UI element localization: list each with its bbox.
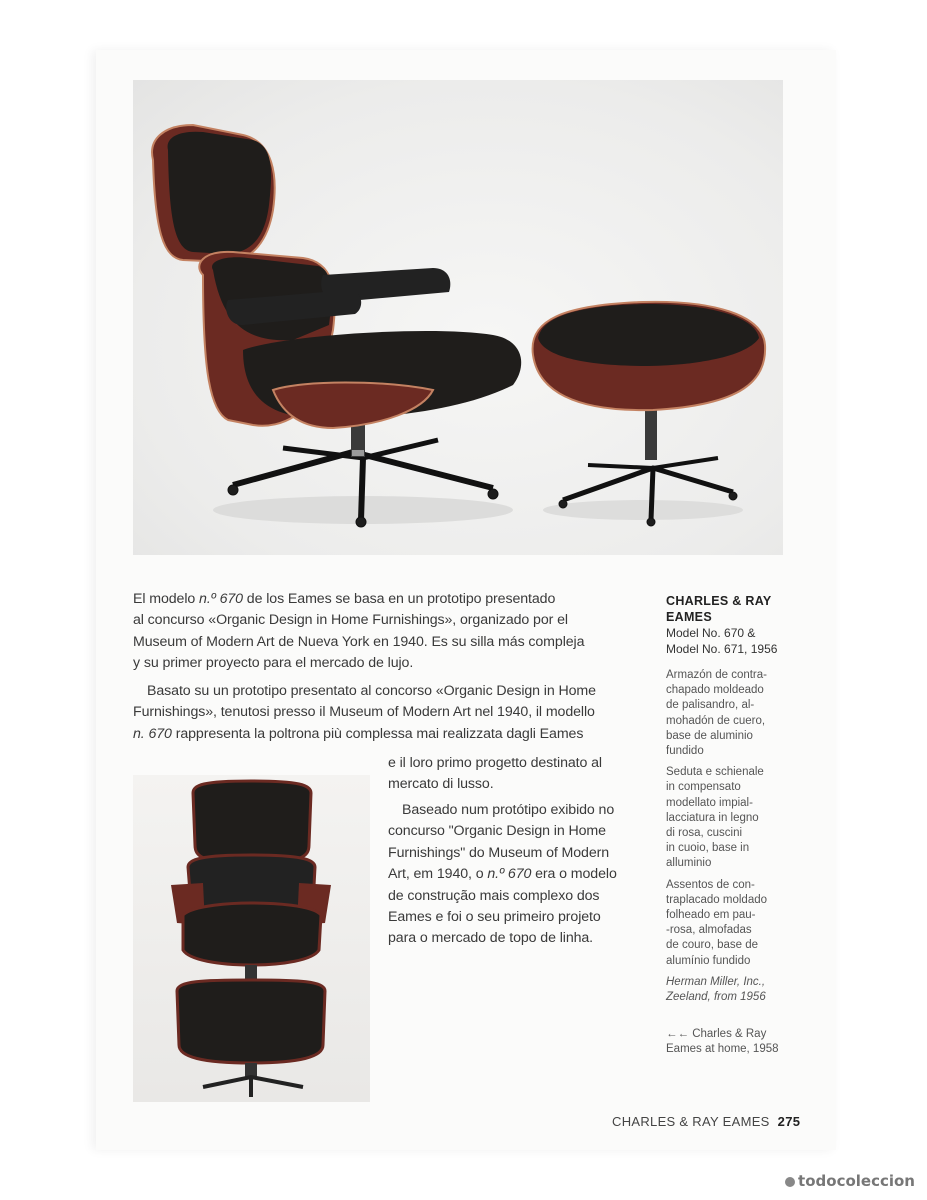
page-footer xyxy=(612,1114,800,1129)
text-line: al concurso «Organic Design in Home Furnishings», organizado por el xyxy=(133,612,568,629)
text-line: Assentos de con- xyxy=(666,878,755,891)
text-run: rappresenta la poltrona più complessa mai realizzata dagli Eames xyxy=(171,725,584,742)
sidebar-caption xyxy=(666,593,791,1058)
designer-name xyxy=(666,593,791,625)
page-number: 275 xyxy=(777,1114,801,1129)
text-line: de construção mais complexo dos xyxy=(388,887,600,904)
watermark xyxy=(785,1172,915,1190)
text-line: lacciatura in legno xyxy=(666,811,759,824)
paragraph-italian xyxy=(133,681,653,745)
text-line: Seduta e schienale xyxy=(666,766,764,779)
paragraph-spanish xyxy=(133,589,633,675)
text-line: e il loro primo progetto destinato al xyxy=(388,755,602,771)
text-line: alluminio xyxy=(666,857,712,870)
running-head: CHARLES & RAY EAMES xyxy=(612,1114,770,1129)
text-line xyxy=(133,589,633,610)
lounge-chair-illustration xyxy=(133,80,783,555)
model-number-italic: n. 670 xyxy=(133,725,172,742)
materials-portuguese xyxy=(666,878,791,969)
text-line: Basato su un prototipo presentato al concorso «Organic Design in Home xyxy=(147,683,596,699)
text-line: Museum of Modern Art de Nueva York en 1940. Es su silla más compleja xyxy=(133,633,585,650)
text-line: Armazón de contra- xyxy=(666,669,767,681)
text-line: di rosa, cuscini xyxy=(666,827,743,840)
paragraph-portuguese xyxy=(388,800,658,950)
text-line: EAMES xyxy=(666,610,712,624)
model-numbers xyxy=(666,625,791,657)
text-run: El modelo xyxy=(133,591,200,607)
text-line: fundido xyxy=(666,745,704,758)
text-line: modellato impial- xyxy=(666,796,753,809)
text-line: de palisandro, al- xyxy=(666,699,755,712)
paragraph-italian-continued xyxy=(388,753,658,796)
text-line: y su primer proyecto para el mercado de lujo. xyxy=(133,655,414,672)
text-line: folheado em pau- xyxy=(666,909,756,922)
text-line: alumínio fundido xyxy=(666,954,751,967)
text-line: ←← Charles & Ray xyxy=(666,1028,767,1041)
text-line: traplacado moldado xyxy=(666,893,768,906)
text-line: base de aluminio xyxy=(666,729,753,742)
text-line: Zeeland, from 1956 xyxy=(666,991,766,1004)
text-line: Eames at home, 1958 xyxy=(666,1043,779,1056)
text-line: CHARLES & RAY xyxy=(666,594,772,608)
watermark-logo-icon xyxy=(785,1177,795,1187)
manufacturer xyxy=(666,975,791,1005)
lounge-chair-photo xyxy=(133,80,783,555)
text-line: Eames e foi o seu primeiro projeto xyxy=(388,909,601,926)
materials-italian xyxy=(666,765,791,871)
text-line: mohadón de cuero, xyxy=(666,714,766,727)
text-line: Furnishings», tenutosi presso il Museum of Modern Art nel 1940, il modello xyxy=(133,704,595,721)
watermark-text: todocoleccion xyxy=(798,1172,915,1190)
photo-credit-caption xyxy=(666,1027,791,1057)
text-run: de los Eames se basa en un prototipo presentado xyxy=(242,591,556,607)
text-line: para o mercado de topo de linha. xyxy=(388,930,594,947)
text-line: in compensato xyxy=(666,781,741,794)
text-line: Furnishings" do Museum of Modern xyxy=(388,844,610,861)
text-line xyxy=(133,724,653,745)
text-line: chapado moldeado xyxy=(666,684,764,697)
text-line: Model No. 670 & xyxy=(666,626,756,640)
model-number-italic: n.º 670 xyxy=(487,866,532,883)
materials-spanish xyxy=(666,668,791,759)
text-line: concurso "Organic Design in Home xyxy=(388,823,606,840)
text-run: Art, em 1940, o xyxy=(388,866,488,883)
text-run: era o modelo xyxy=(531,866,617,883)
text-line: Herman Miller, Inc., xyxy=(666,975,766,988)
text-line: Baseado num protótipo exibido no xyxy=(402,802,615,818)
model-number-italic: n.º 670 xyxy=(199,591,243,607)
lounge-chair-front-illustration xyxy=(133,775,370,1102)
text-line: mercato di lusso. xyxy=(388,776,494,793)
text-line: Model No. 671, 1956 xyxy=(666,642,778,656)
text-line xyxy=(388,864,658,885)
lounge-chair-front-photo xyxy=(133,775,370,1102)
text-line: -rosa, almofadas xyxy=(666,924,752,937)
text-line: in cuoio, base in xyxy=(666,842,750,855)
text-line: de couro, base de xyxy=(666,939,759,952)
